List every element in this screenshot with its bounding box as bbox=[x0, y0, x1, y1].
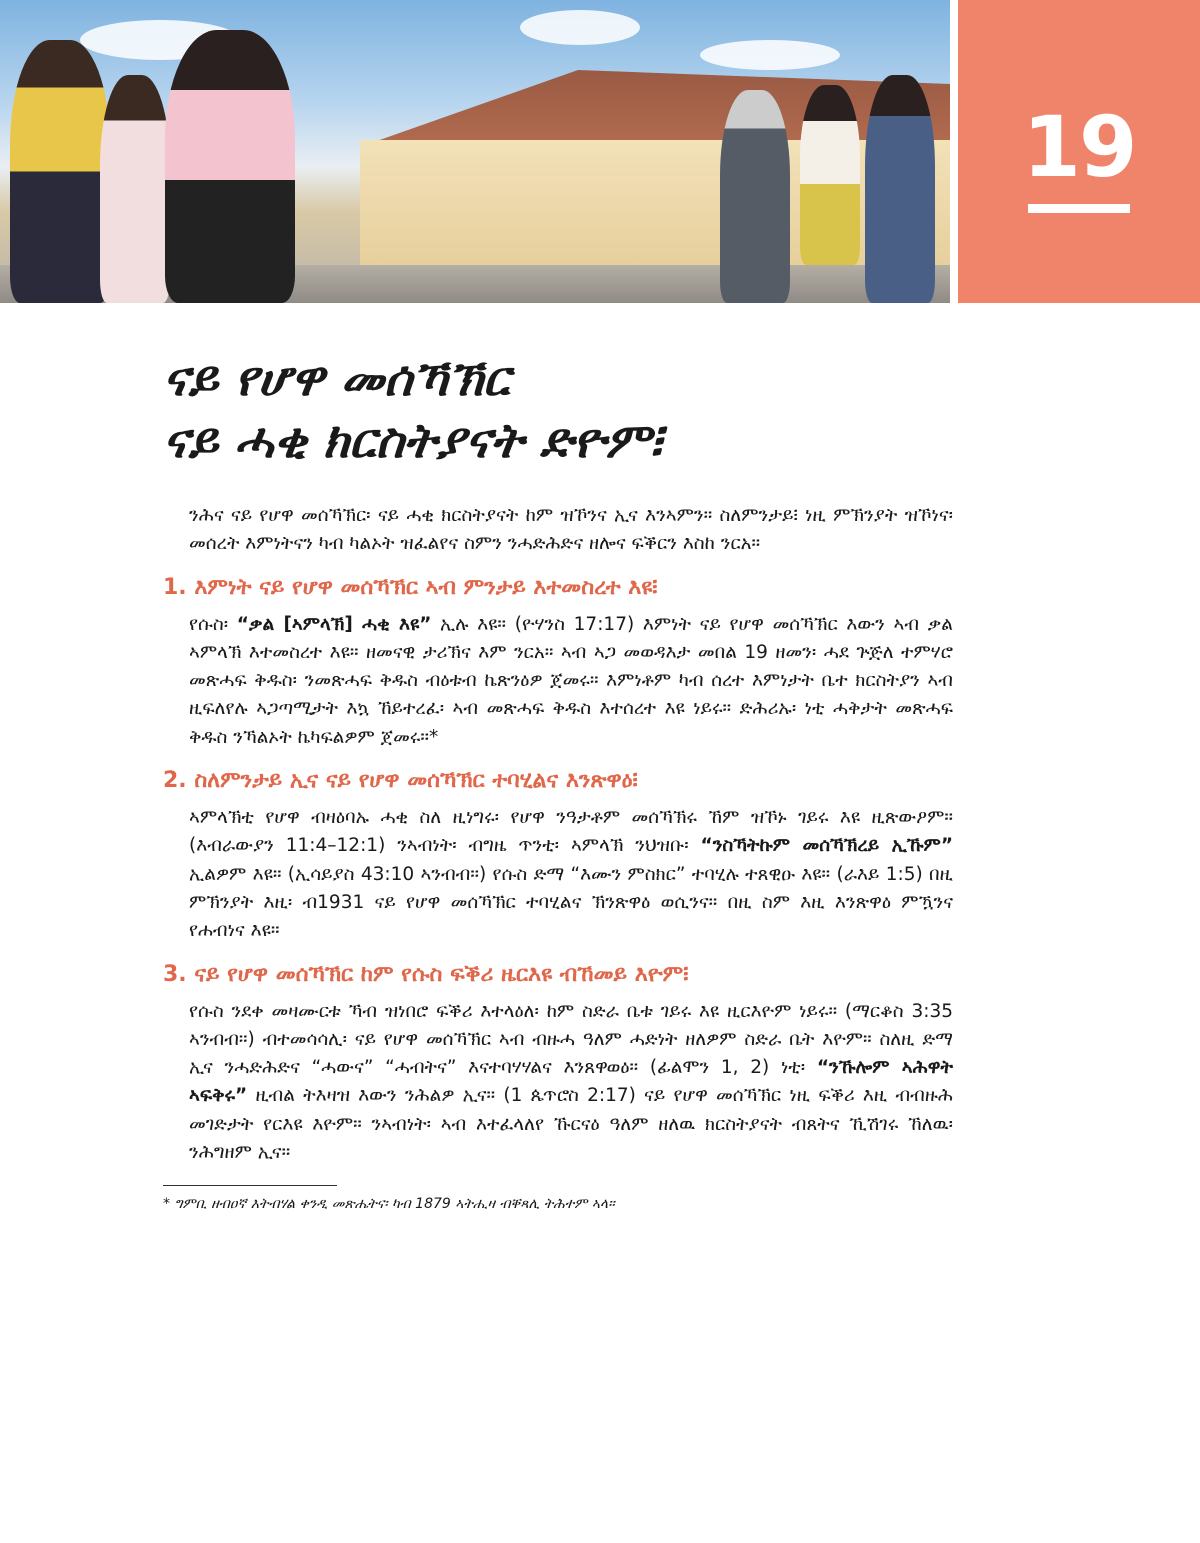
page-title bbox=[163, 348, 662, 472]
chapter-underline bbox=[1028, 204, 1130, 213]
text-segment: ኣምላኽቲ የሆዋ ብዛዕባኡ ሓቂ ስለ ዚነግሩ፡ የሆዋ ንዓታቶም መሰኻኽሩ ኸም ዝኾኑ ገይሩ እዩ ዚጽውዖም። (እብራውያን 11:4–12:1) ንኣብነት፡ ብግዜ ጥንቲ፡ ኣምላኽ ንህዝቡ፡ bbox=[189, 807, 953, 857]
question-heading: 2. ስለምንታይ ኢና ናይ የሆዋ መሰኻኽር ተባሂልና እንጽዋዕ፧ bbox=[163, 768, 638, 794]
question-heading: 3. ናይ የሆዋ መሰኻኽር ከም የሱስ ፍቕሪ ዜርእዩ ብኸመይ እዮም፧ bbox=[163, 961, 689, 987]
title-line-2: ናይ ሓቂ ክርስትያናት ድዮም፧ bbox=[163, 413, 662, 469]
text-segment: የሱስ ንደቀ መዛሙርቱ ኻብ ዝነበሮ ፍቕሪ እተላዕለ፡ ከም ስድራ ቤቱ ገይሩ እዩ ዚርእዮም ነይሩ። (ማርቆስ 3:35 ኣንብብ።) ብተመሳሳሊ፡ ናይ የሆዋ መሰኻኽር ኣብ ብዙሓ ዓለም ሓድነት ዘለዎም ስድራ ቤት እዮም። ስለዚ ድማ ኢና ንሓድሕድና “ሓውና” “ሓብትና” እናተባሃሃልና እንጸዋወዕ። (ፊልሞን 1, 2) ነቲ፡ bbox=[189, 1000, 953, 1079]
text-segment: የሱስ፡ bbox=[189, 613, 237, 635]
cover-photo bbox=[0, 0, 950, 303]
article-body bbox=[163, 502, 953, 1212]
section-paragraph bbox=[189, 611, 953, 752]
emphasized-quote: “ንስኻትኩም መሰኻኽረይ ኢኹም” bbox=[700, 835, 953, 857]
text-segment: ኢልዎም እዩ። (ኢሳይያስ 43:10 ኣንብብ።) የሱስ ድማ “እሙን ምስክር” ተባሂሉ ተጸዊዑ እዩ። (ራእይ 1:5) በዚ ምኽንያት እዚ፡ ብ1931 ናይ የሆዋ መሰኻኽር ተባሂልና ኽንጽዋዕ ወሲንና። በዚ ስም እዚ እንጽዋዕ ምዃንና የሐብነና እዩ። bbox=[189, 863, 953, 942]
question-heading: 1. እምነት ናይ የሆዋ መሰኻኽር ኣብ ምንታይ እተመስረተ እዩ፧ bbox=[163, 574, 658, 600]
chapter-number: 19 bbox=[1022, 98, 1136, 196]
emphasized-quote: “ንኹሎም ኣሕዋት ኣፍቅሩ” bbox=[189, 1057, 953, 1107]
text-segment: ኢሉ እዩ። (ዮሃንስ 17:17) እምነት ናይ የሆዋ መሰኻኽር እውን ኣብ ቃል ኣምላኽ እተመስረተ እዩ። ዘመናዊ ታሪኽና እም ንርአ። ኣብ ኣጋ መወዳእታ መበል 19 ዘመን፡ ሓደ ጕጅለ ተምሃሮ መጽሓፍ ቅዱስ፡ ንመጽሓፍ ቅዱስ ብዕቱብ ኬጽንዕዎ ጀመሩ። እምነቶም ካብ ሰረተ እምነታት ቤተ ክርስትያን ኣብ ዚፍለየሉ ኣጋጣሚታት እኳ ኸይተረፈ፡ ኣብ መጽሓፍ ቅዱስ እተሰረተ እዩ ነይሩ። ድሕሪኡ፡ ነቲ ሓቅታት መጽሓፍ ቅዱስ ንኻልኦት ኬካፍልዎም ጀመሩ።* bbox=[189, 613, 953, 748]
footnote-divider bbox=[163, 1185, 337, 1186]
chapter-number-tab bbox=[958, 0, 1200, 303]
text-segment: ዚብል ትእዛዝ እውን ንሕልዎ ኢና። (1 ጴጥሮስ 2:17) ናይ የሆዋ መሰኻኽር ነዚ ፍቕሪ እዚ ብብዙሕ መገድታት የርእዩ እዮም። ንኣብነት፡ ኣብ እተፈላለየ ኹርናዕ ዓለም ዘለዉ ክርስትያናት ብጸትና ኺሽገሩ ኸለዉ፡ ንሕግዘም ኢና። bbox=[189, 1085, 953, 1164]
section-paragraph bbox=[189, 998, 953, 1168]
intro-paragraph: ንሕና ናይ የሆዋ መሰኻኽር፡ ናይ ሓቂ ክርስትያናት ከም ዝኾንና ኢና እንኣምን። ስለምንታይ፧ ነዚ ምኽንያት ዝኾነና፡ መሰረት እምነትናን ካብ ካልኦት ዝፈልየና ስምን ንሓድሕድና ዘሎና ፍቕርን እስከ ንርአ። bbox=[189, 505, 953, 555]
footnote: * ግምቢ ዘብዐኛ እትብሃል ቀንዲ መጽሔትና፡ ካብ 1879 ኣትሒዛ ብቐጻሊ ትሕተም ኣላ። bbox=[163, 1196, 615, 1213]
section-paragraph bbox=[189, 804, 953, 945]
title-line-1: ናይ የሆዋ መሰኻኽር bbox=[163, 351, 510, 407]
emphasized-quote: “ቃል [ኣምላኽ] ሓቂ እዩ” bbox=[236, 613, 432, 635]
